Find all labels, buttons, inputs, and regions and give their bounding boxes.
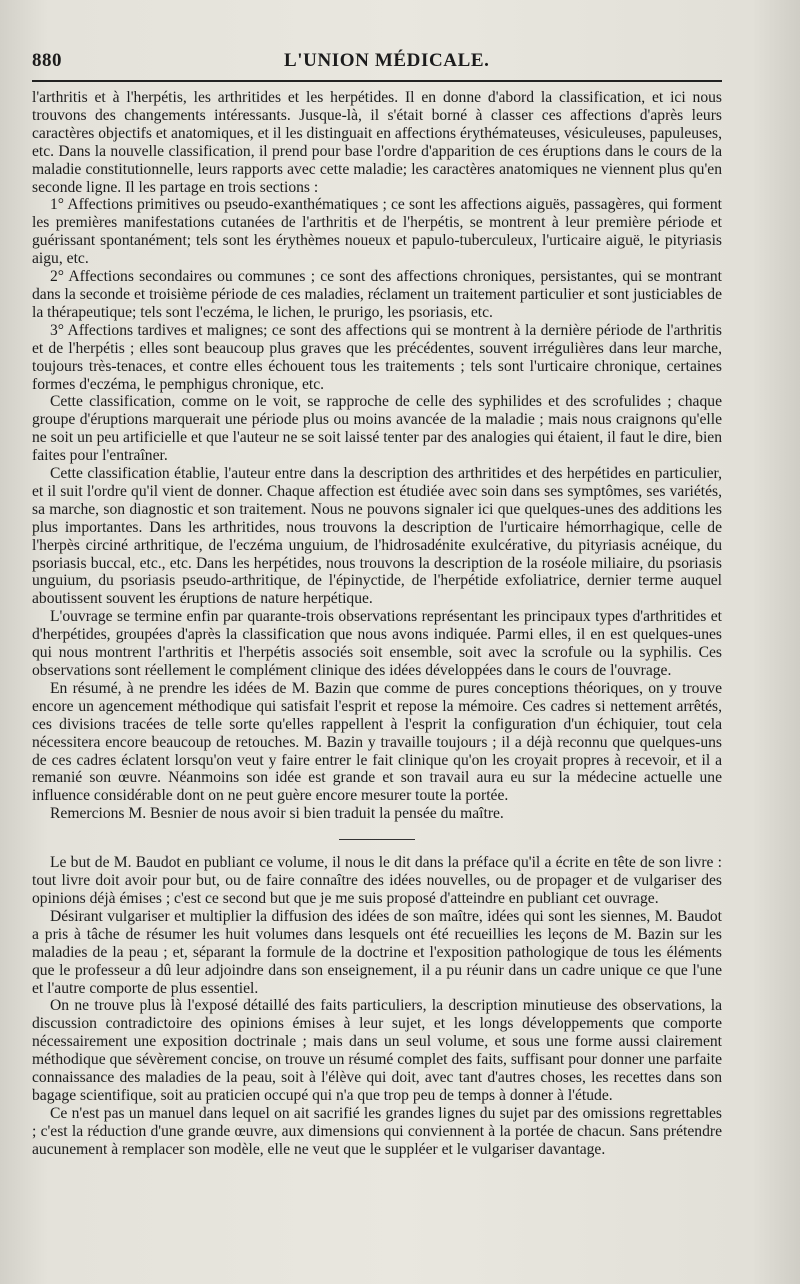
paragraph: Le but de M. Baudot en publiant ce volume, il nous le dit dans la préface qu'il a écrite en tête de son livre : tout livre doit avoir pour but, ou de faire connaître des idées nouvelles, ou de propager et de vulgariser des opinions déjà émises ; c'est ce second but que je me suis proposé d'atteindre en publiant cet ouvrage. xyxy=(32,854,722,907)
page-number: 880 xyxy=(32,50,62,71)
paragraph: 2° Affections secondaires ou communes ; ce sont des affections chroniques, persistantes, qui se montrant dans la seconde et troisième période de ces maladies, réclament un traitement particulier et sont justiciables de la thérapeutique; tels sont l'eczéma, le lichen, le prurigo, les psoriasis, etc. xyxy=(32,268,722,321)
paragraph: 1° Affections primitives ou pseudo-exanthématiques ; ce sont les affections aiguës, passagères, qui forment les premières manifestations cutanées de l'arthritis et de l'herpétis, se montrent à leur première période et guérissant spontanément; tels sont les érythèmes noueux et papulo-tuberculeux, l'urticaire aiguë, le pityriasis aigu, etc. xyxy=(32,196,722,268)
paragraph: 3° Affections tardives et malignes; ce sont des affections qui se montrent à la dernière période de l'arthritis et de l'herpétis ; elles sont beaucoup plus graves que les précédentes, souvent irrégulières dans leur marche, toujours très-tenaces, et contre elles échouent tous les traitements ; tels sont l'urticaire chronique, certaines formes d'eczéma, le pemphigus chronique, etc. xyxy=(32,321,722,393)
running-title: L'UNION MÉDICALE. xyxy=(284,50,490,71)
page-header xyxy=(32,50,722,76)
paragraph: Remercions M. Besnier de nous avoir si bien traduit la pensée du maître. xyxy=(50,805,504,823)
article-body xyxy=(32,89,722,1159)
paragraph: l'arthritis et à l'herpétis, les arthritides et les herpétides. Il en donne d'abord la classification, et ici nous trouvons des changements intéressants. Jusque-là, il s'était borné à classer ces affections d'après leurs caractères objectifs et anatomiques, et il les distinguait en affections érythémateuses, vésiculeuses, papuleuses, etc. Dans la nouvelle classification, il prend pour base l'ordre d'apparition de ces éruptions dans le cours de la maladie constitutionnelle, leurs rapports avec cette maladie; les caractères anatomiques ne viennent plus qu'en seconde ligne. Il les partage en trois sections : xyxy=(32,89,722,196)
paragraph: On ne trouve plus là l'exposé détaillé des faits particuliers, la description minutieuse des observations, la discussion contradictoire des opinions émises à leur sujet, et les longs développements que comporte nécessairement une exposition doctrinale ; mais dans un seul volume, et sous une forme aussi clairement méthodique que sévèrement concise, on trouve un résumé complet des faits, suffisant pour donner une parfaite connaissance des maladies de la peau, soit à l'élève qui doit, avec tant d'autres choses, les recettes dans son bagage scientifique, soit au praticien occupé qui n'a que trop peu de temps à donner à l'étude. xyxy=(32,997,722,1104)
paragraph: Ce n'est pas un manuel dans lequel on ait sacrifié les grandes lignes du sujet par des omissions regrettables ; c'est la réduction d'une grande œuvre, aux dimensions qui conviennent à la portée de chacun. Sans prétendre aucunement à remplacer son modèle, elle ne veut que le suppléer et le vulgariser davantage. xyxy=(32,1104,722,1158)
paragraph: Cette classification établie, l'auteur entre dans la description des arthritides et des herpétides en particulier, et il suit l'ordre qu'il vient de donner. Chaque affection est étudiée avec soin dans ses symptômes, ses variétés, sa marche, son diagnostic et son traitement. Nous ne pouvons signaler ici que quelques-unes des additions les plus importantes. Dans les arthritides, nous trouvons la description de l'urticaire hémorrhagique, celle de l'herpès circiné arthritique, de l'eczéma unguium, de l'hidrosadénite exulcérative, du pityriasis acnéique, du psoriasis buccal, etc., etc. Dans les herpétides, nous trouvons la description de la roséole miliaire, du psoriasis unguium, du psoriasis pseudo-arthritique, de l'épinyctide, de l'herpétide exfoliatrice, dernier terme auquel aboutissent souvent les éruptions de nature herpétique. xyxy=(32,465,722,608)
paragraph: En résumé, à ne prendre les idées de M. Bazin que comme de pures conceptions théoriques, on y trouve encore un agencement méthodique qui satisfait l'esprit et repose la mémoire. Ces cadres si nettement arrêtés, ces divisions tracées de telle sorte qu'elles rappellent à l'esprit la configuration d'un échiquier, tout cela nécessitera encore beaucoup de retouches. M. Bazin y travaille toujours ; il a déjà reconnu que quelques-uns de ces cadres éclatent lorsqu'on veut y faire entrer le fait clinique qu'on les croyait propres à recevoir, et il a remanié son œuvre. Néanmoins son idée est grande et son travail aura eu sur la médecine actuelle une influence considérable dont on ne peut guère encore mesurer toute la portée. xyxy=(32,679,722,805)
paragraph: Désirant vulgariser et multiplier la diffusion des idées de son maître, idées qui sont les siennes, M. Baudot a pris à tâche de résumer les huit volumes dans lesquels ont été recueillies les leçons de M. Bazin sur les maladies de la peau ; et, séparant la formule de la doctrine et l'exposition pathologique de tous les éléments que le professeur a dû leur adjoindre dans son enseignement, il a pu réunir dans un cadre unique ce que l'une et l'autre comporte de plus essentiel. xyxy=(32,907,722,997)
paragraph: Cette classification, comme on le voit, se rapproche de celle des syphilides et des scrofulides ; chaque groupe d'éruptions marquerait une période plus ou moins avancée de la maladie ; mais nous craignons qu'elle ne soit un peu artificielle et que l'auteur ne se soit laissé tenter par des analogies qui étaient, il faut le dire, bien faites pour l'entraîner. xyxy=(32,393,722,465)
paragraph: L'ouvrage se termine enfin par quarante-trois observations représentant les principaux types d'arthritides et d'herpétides, groupées d'après la classification que nous avons indiquée. Parmi elles, il en est quelques-unes qui nous montrent l'arthritis et l'herpétis associés soit ensemble, soit avec la scrofule ou la syphilis. Ces observations sont réellement le complément clinique des idées développées dans le cours de l'ouvrage. xyxy=(32,608,722,679)
section-separator xyxy=(339,839,415,840)
header-rule xyxy=(32,80,722,82)
